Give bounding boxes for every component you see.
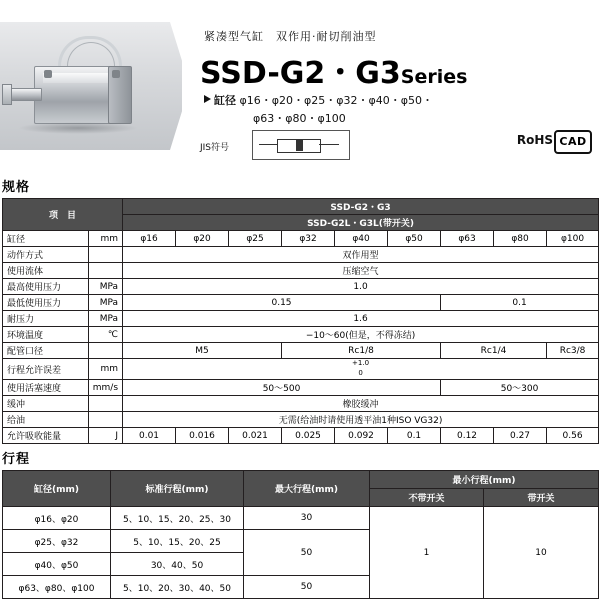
travel-standard-0: 5、10、15、20、25、30: [111, 507, 244, 530]
spec-cell-temp: −10～60(但是，不得冻结): [123, 327, 599, 343]
spec-cell-speed-b: 50～300: [441, 380, 599, 396]
spec-row-label-cushion: 缓冲: [3, 396, 89, 412]
spec-row-label-action: 动作方式: [3, 247, 89, 263]
spec-cell-lube: 无需(给油时请使用透平油1种ISO VG32): [123, 412, 599, 428]
spec-row-unit-action: [89, 247, 123, 263]
spec-row-unit-minpress: MPa: [89, 295, 123, 311]
spec-cell-action: 双作用型: [123, 247, 599, 263]
spec-row-unit-tol: mm: [89, 359, 123, 380]
spec-cell-tol-lower: 0: [358, 368, 363, 377]
spec-row-label-energy: 允许吸收能量: [3, 428, 89, 444]
travel-standard-1: 5、10、15、20、25: [111, 530, 244, 553]
spec-cell-fluid: 压缩空气: [123, 263, 599, 279]
table-row: [3, 380, 599, 396]
rohs-badge: [517, 133, 553, 147]
spec-row-label-speed: 使用活塞速度: [3, 380, 89, 396]
page-title-model: SSD-G2・G3: [200, 56, 401, 91]
spec-row-label-proofpress: 耐压力: [3, 311, 89, 327]
triangle-bullet-icon: [204, 95, 211, 103]
spec-table: [2, 198, 599, 444]
header-subtitle: 紧凑型气缸 双作用·耐切削油型: [204, 30, 377, 43]
table-row: [3, 396, 599, 412]
travel-section-title: 行程: [2, 452, 31, 467]
spec-cell-bore-5: φ50: [388, 231, 441, 247]
spec-cell-energy-3: 0.025: [282, 428, 335, 444]
spec-cell-speed-a: 50～500: [123, 380, 441, 396]
spec-row-unit-proofpress: MPa: [89, 311, 123, 327]
spec-cell-bore-4: φ40: [335, 231, 388, 247]
travel-standard-2: 30、40、50: [111, 553, 244, 576]
spec-row-label-port: 配管口径: [3, 343, 89, 359]
spec-cell-bore-0: φ16: [123, 231, 176, 247]
cad-badge: CAD: [554, 130, 592, 154]
table-row: [3, 263, 599, 279]
spec-row-unit-energy: J: [89, 428, 123, 444]
spec-row-label-fluid: 使用流体: [3, 263, 89, 279]
port-graphic-right: [112, 70, 120, 78]
jis-cylinder-symbol: [277, 139, 321, 153]
spec-cell-cushion: 橡胶缓冲: [123, 396, 599, 412]
spec-cell-energy-2: 0.021: [229, 428, 282, 444]
spec-row-unit-speed: mm/s: [89, 380, 123, 396]
travel-table: [2, 470, 599, 599]
spec-section-title: 规格: [2, 180, 31, 195]
travel-header-max: 最大行程(mm): [244, 471, 370, 507]
travel-header-min-without-switch: 不带开关: [370, 489, 484, 507]
travel-header-standard: 标准行程(mm): [111, 471, 244, 507]
travel-bore-3: φ63、φ80、φ100: [3, 576, 111, 599]
spec-row-unit-bore: mm: [89, 231, 123, 247]
jis-line-left: [259, 144, 277, 145]
spec-cell-tol: [123, 359, 599, 380]
spec-cell-proofpress: 1.6: [123, 311, 599, 327]
spec-cell-energy-6: 0.12: [441, 428, 494, 444]
table-row: [3, 412, 599, 428]
spec-cell-energy-4: 0.092: [335, 428, 388, 444]
spec-row-unit-lube: [89, 412, 123, 428]
spec-row-unit-maxpress: MPa: [89, 279, 123, 295]
table-row: [3, 311, 599, 327]
port-graphic-left: [44, 70, 52, 78]
table-row: [3, 247, 599, 263]
spec-cell-port-2: Rc1/4: [441, 343, 547, 359]
spec-header-row-1: [3, 199, 599, 215]
spec-cell-bore-6: φ63: [441, 231, 494, 247]
travel-min-without-0: 1: [370, 507, 484, 599]
table-row: [3, 231, 599, 247]
travel-header-min-group: 最小行程(mm): [370, 471, 599, 489]
spec-cell-port-0: M5: [123, 343, 282, 359]
spec-row-label-lube: 给油: [3, 412, 89, 428]
bore-list-line1: [204, 92, 433, 108]
travel-header-bore: 缸径(mm): [3, 471, 111, 507]
spec-row-label-minpress: 最低使用压力: [3, 295, 89, 311]
spec-cell-minpress-a: 0.15: [123, 295, 441, 311]
spec-cell-energy-1: 0.016: [176, 428, 229, 444]
spec-cell-bore-2: φ25: [229, 231, 282, 247]
product-photo: [0, 22, 182, 150]
bore-list-line2: φ63・φ80・φ100: [253, 112, 346, 125]
page-title-series: Series: [400, 66, 468, 88]
spec-row-unit-fluid: [89, 263, 123, 279]
jis-symbol-label: JIS符号: [200, 143, 230, 153]
jis-symbol-diagram: [252, 130, 350, 160]
cylinder-rod-cap-graphic: [2, 84, 12, 105]
spec-cell-energy-8: 0.56: [547, 428, 599, 444]
spec-header-model-2: SSD-G2L・G3L(带开关): [123, 215, 599, 231]
travel-max-1: 50: [244, 530, 370, 576]
photo-shadow: [18, 122, 138, 134]
travel-bore-1: φ25、φ32: [3, 530, 111, 553]
spec-cell-bore-8: φ100: [547, 231, 599, 247]
spec-row-label-temp: 环境温度: [3, 327, 89, 343]
spec-cell-minpress-b: 0.1: [441, 295, 599, 311]
spec-cell-bore-1: φ20: [176, 231, 229, 247]
travel-bore-0: φ16、φ20: [3, 507, 111, 530]
travel-max-3: 50: [244, 576, 370, 599]
spec-cell-port-3: Rc3/8: [547, 343, 599, 359]
travel-header-row-1: [3, 471, 599, 489]
spec-row-unit-port: [89, 343, 123, 359]
spec-cell-tol-upper: +1.0: [352, 358, 370, 367]
spec-cell-energy-7: 0.27: [494, 428, 547, 444]
travel-max-0: 30: [244, 507, 370, 530]
spec-cell-energy-5: 0.1: [388, 428, 441, 444]
spec-row-label-maxpress: 最高使用压力: [3, 279, 89, 295]
spec-header-item: 项 目: [3, 199, 123, 231]
spec-header-model-1: SSD-G2・G3: [123, 199, 599, 215]
page-header: [0, 0, 600, 172]
bore-label: 缸径: [214, 94, 236, 107]
table-row: [3, 279, 599, 295]
table-row: [3, 428, 599, 444]
spec-row-label-tol: 行程允许误差: [3, 359, 89, 380]
travel-header-min-with-switch: 带开关: [484, 489, 599, 507]
page-title: [200, 48, 467, 92]
table-row: [3, 359, 599, 380]
table-row: [3, 295, 599, 311]
rohs-badge-label: RoHS: [516, 133, 553, 147]
jis-line-right: [319, 144, 339, 145]
table-row: [3, 327, 599, 343]
spec-cell-energy-0: 0.01: [123, 428, 176, 444]
spec-cell-port-1: Rc1/8: [282, 343, 441, 359]
spec-cell-bore-7: φ80: [494, 231, 547, 247]
spec-cell-maxpress: 1.0: [123, 279, 599, 295]
spec-row-label-bore: 缸径: [3, 231, 89, 247]
spec-cell-bore-3: φ32: [282, 231, 335, 247]
travel-min-with-0: 10: [484, 507, 599, 599]
travel-bore-2: φ40、φ50: [3, 553, 111, 576]
table-row: [3, 507, 599, 530]
table-row: [3, 343, 599, 359]
travel-standard-3: 5、10、20、30、40、50: [111, 576, 244, 599]
spec-row-unit-cushion: [89, 396, 123, 412]
bore-values-line1: φ16・φ20・φ25・φ32・φ40・φ50・: [239, 94, 434, 107]
spec-row-unit-temp: ℃: [89, 327, 123, 343]
